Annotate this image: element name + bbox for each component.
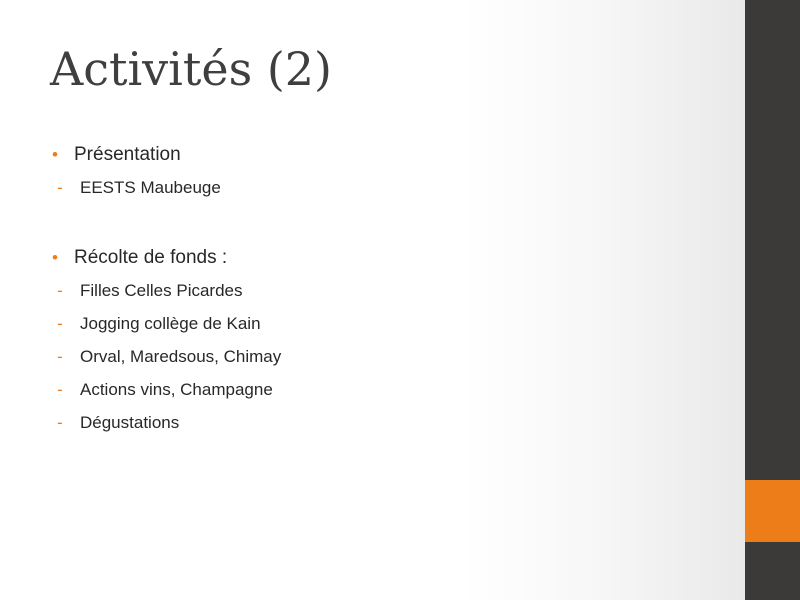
list-item [52,275,692,306]
slide-accent-block [745,480,800,542]
dash-icon: - [57,413,63,432]
list-item [52,407,692,438]
dash-icon: - [57,178,63,197]
bullet-icon: • [52,248,58,267]
list-item-label: Orval, Maredsous, Chimay [80,347,282,366]
list-item [52,374,692,405]
list-item-label: Filles Celles Picardes [80,281,243,300]
dash-icon: - [57,380,63,399]
list-item-label: Jogging collège de Kain [80,314,261,333]
list-item-label: Actions vins, Champagne [80,380,273,399]
list-item-label: Récolte de fonds : [74,247,228,268]
list-item [52,172,692,203]
bullet-icon: • [52,145,58,164]
list-item [52,243,692,273]
list-item-label: EESTS Maubeuge [80,178,221,197]
list-item-label: Dégustations [80,413,180,432]
list-item-label: Présentation [74,144,181,165]
list-item [52,308,692,339]
dash-icon: - [57,281,63,300]
list-spacer [52,205,692,243]
list-item [52,341,692,372]
dash-icon: - [57,347,63,366]
slide-body-list [52,140,692,440]
list-item [52,140,692,170]
slide-title: Activités (2) [50,42,332,96]
dash-icon: - [57,314,63,333]
